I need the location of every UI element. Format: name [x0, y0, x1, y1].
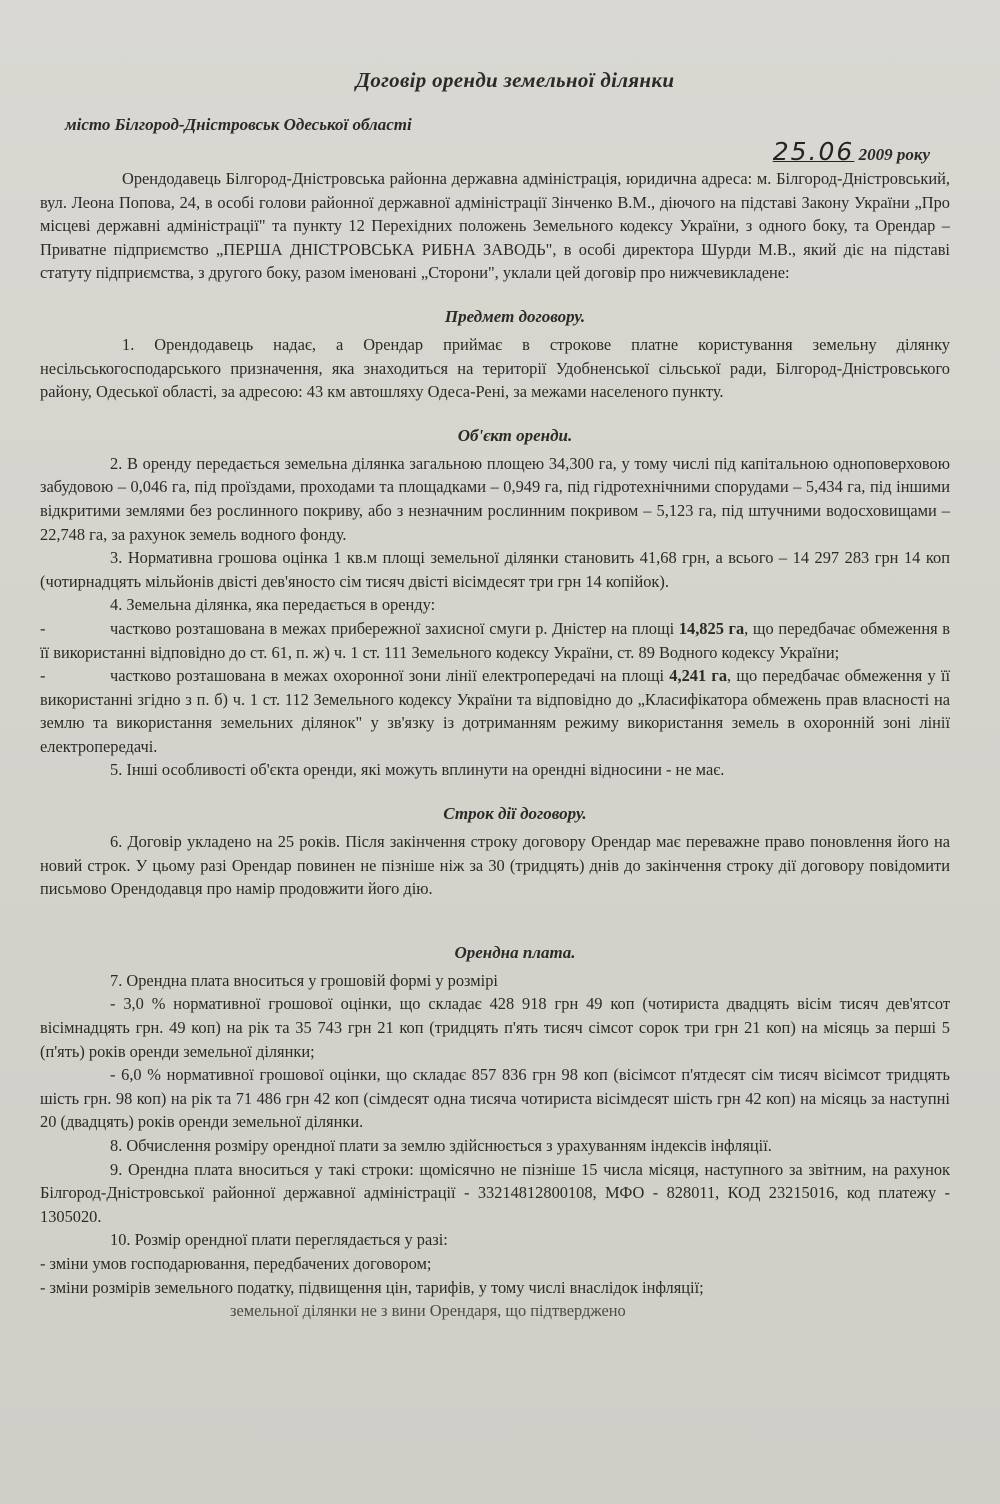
section-heading-subject: Предмет договору.: [444, 306, 586, 326]
contract-date: [773, 137, 930, 166]
clause-10-item-a: - зміни умов господарювання, передбачених договором;: [40, 1253, 432, 1273]
clause-4-item-b: - частково розташована в межах охоронної зони лінії електропередачі на площі 4,241 га, що передбачає обмеження у її використанні згідно з п. б) ч. 1 ст. 112 Земельного кодексу України та відповідно до „Класифікатора обмежень прав власності на землю та використання земельних ділянок" у зв'язку із дотриманням режиму використання земель в охоронній зоні лінії електропередачі.: [40, 666, 951, 756]
clause-9: 9. Орендна плата вноситься у такі строки: щомісячно не пізніше 15 числа місяця, наступного за звітним, на рахунок Білгород-Дністровської районної державної адміністрації - 33214812800108, МФО - 828011, КОД 23215016, код платежу - 1305020.: [40, 1159, 950, 1226]
document-title: Договір оренди земельної ділянки: [355, 68, 675, 92]
clause-10-item-c: земельної ділянки не з вини Орендаря, що підтверджено: [230, 1301, 626, 1321]
clause-7: 7. Орендна плата вноситься у грошовій формі у розмірі: [110, 970, 498, 990]
clause-4-item-a: - частково розташована в межах прибережної захисної смуги р. Дністер на площі 14,825 га, що передбачає обмеження в її використанні відповідно до ст. 61, п. ж) ч. 1 ст. 111 Земельного кодексу України, ст. 89 Водного кодексу України;: [40, 618, 951, 662]
place-date-line: [40, 115, 950, 167]
dash-marker: -: [40, 618, 46, 638]
clause-3: 3. Нормативна грошова оцінка 1 кв.м площі земельної ділянки становить 41,68 грн, а всього – 14 297 283 грн 14 коп (чотирнадцять мільйонів двісті дев'яносто сім тисяч двісті вісімдесят три грн 14 копійок).: [40, 548, 950, 591]
city: місто Білгород-Дністровськ Одеської області: [65, 115, 412, 134]
clause-5: 5. Інші особливості об'єкта оренди, які можуть вплинути на орендні відносини - не має.: [110, 760, 725, 780]
document-body: [40, 60, 950, 1323]
section-heading-object: Об'єкт оренди.: [457, 425, 573, 445]
section-heading-rent: Орендна плата.: [454, 942, 576, 962]
clause-7-item-a: - 3,0 % нормативної грошової оцінки, що складає 428 918 грн 49 коп (чотириста двадцять вісім тисяч дев'ятсот вісімнадцять грн. 49 коп) на рік та 35 743 грн 21 коп (тридцять п'ять тисяч сімсот сорок три грн 21 коп) на місяць за перші 5 (п'ять) років оренди земельної ділянки;: [40, 994, 950, 1061]
date-year: 2009: [858, 145, 893, 164]
section-heading-term: Строк дії договору.: [443, 804, 587, 824]
clause-10-item-b: - зміни розмірів земельного податку, підвищення цін, тарифів, у тому числі внаслідок інфляції;: [40, 1277, 704, 1297]
clause-8: 8. Обчислення розміру орендної плати за землю здійснюється з урахуванням індексів інфляції.: [110, 1136, 772, 1155]
date-suffix: року: [896, 145, 930, 164]
clause-4-intro: 4. Земельна ділянка, яка передається в оренду:: [110, 595, 436, 615]
clause-7-item-b: - 6,0 % нормативної грошової оцінки, що складає 857 836 грн 98 коп (вісімсот п'ятдесят сім тисяч вісімсот тридцять шість грн. 98 коп) на рік та 71 486 грн 42 коп (сімдесят одна тисяча чотириста вісімдесят шість грн 42 коп) на місяць за наступні 20 (двадцять) років оренди земельної ділянки.: [40, 1065, 950, 1132]
clause-10: 10. Розмір орендної плати переглядається у разі:: [110, 1230, 448, 1250]
clause-2: 2. В оренду передається земельна ділянка загальною площею 34,300 га, у тому числі під капітальною одноповерховою забудовою – 0,046 га, під проїздами, проходами та площадками – 0,949 га, під гідротехнічними спорудами – 5,434 га, під іншими відкритими землями без рослинного покриву, або з незначним рослинним покривом – 5,123 га, під штучними водосховищами – 22,748 га, за рахунок земель водного фонду.: [40, 453, 950, 544]
clause-1: 1. Орендодавець надає, а Орендар приймає в строкове платне користування земельну ділянку несільськогосподарського призначення, яка знаходиться на території Удобненської сільської ради, Білгород-Дністровського району, Одеської області, за адресою: 43 км автошляху Одеса-Рені, за межами населеного пункту.: [40, 334, 950, 402]
area-value: 4,241 га: [669, 666, 728, 686]
clause-6: 6. Договір укладено на 25 років. Після закінчення строку договору Орендар має переважне право поновлення його на новий строк. У цьому разі Орендар повинен не пізніше ніж за 30 (тридцять) днів до закінчення строку дії договору повідомити письмово Орендодавця про намір продовжити його дію.: [40, 832, 950, 899]
preamble: Орендодавець Білгород-Дністровська районна державна адміністрація, юридична адреса: м. Білгород-Дністровський, вул. Леона Попова, 24, в особі голови районної державної адміністрації Зінченко В.М., діючого на підставі Закону України „Про місцеві державні адміністрації" та пункту 12 Перехідних положень Земельного кодексу України, з одного боку, та Орендар – Приватне підприємство „ПЕРША ДНІСТРОВСЬКА РИБНА ЗАВОДЬ", в особі директора Шурди М.В., який діє на підставі статуту підприємства, з другого боку, разом іменовані „Сторони", уклали цей договір про нижчевикладене:: [40, 169, 950, 283]
area-value: 14,825 га: [678, 618, 745, 638]
handwritten-date: 25.06: [772, 137, 855, 166]
dash-marker: -: [40, 666, 46, 686]
